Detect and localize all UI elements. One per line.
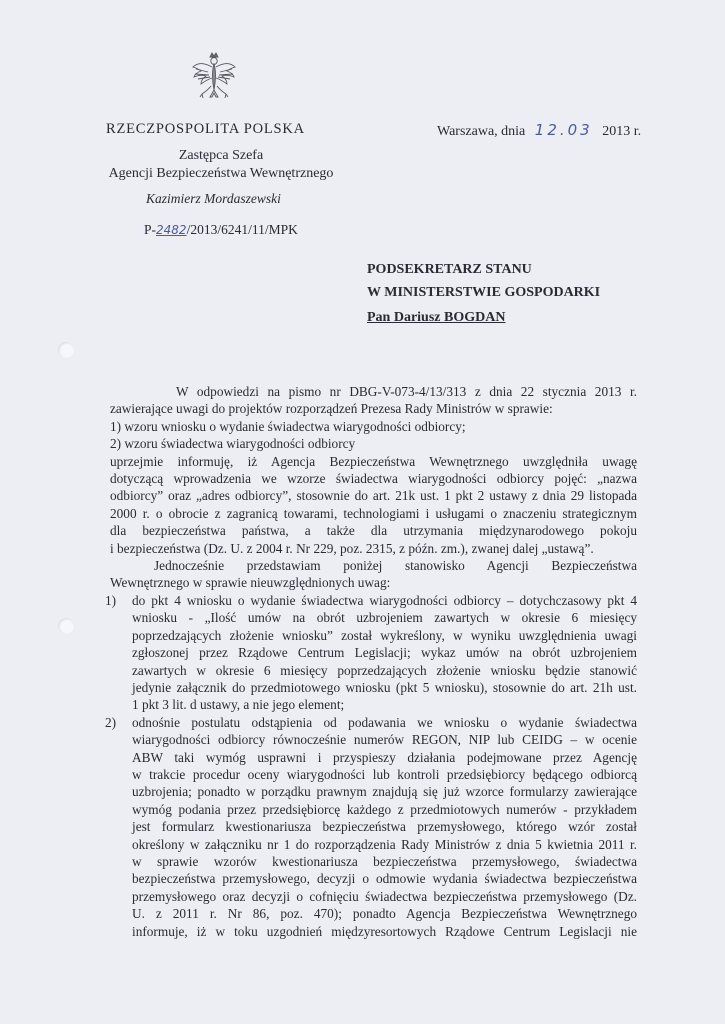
body-line: zawartych w okresie 6 miesięcy poprzedzających złożenie wniosku będzie stanowić	[132, 662, 637, 678]
place-date	[437, 121, 641, 140]
punch-hole	[58, 618, 74, 634]
ref-handwritten: 2482	[156, 223, 187, 237]
sender-name: Kazimierz Mordaszewski	[146, 191, 281, 206]
sender-role-line1: Zastępca Szefa	[178, 148, 264, 163]
body-line: i bezpieczeństwa (Dz. U. z 2004 r. Nr 229, poz. 2315, z późn. zm.), zwanej dalej „ustawą”.	[110, 540, 594, 556]
body-line: 1) wzoru wniosku o wydanie świadectwa wiarygodności odbiorcy;	[110, 418, 466, 434]
handwritten-date: 12.03	[534, 121, 593, 139]
place-label: Warszawa, dnia	[437, 124, 526, 139]
body-line: 1 pkt 3 lit. d ustawy, a nie jego element;	[132, 697, 345, 713]
reference-number	[144, 222, 298, 238]
body-line: odnośnie postulatu odstąpienia od podawania we wniosku o wydanie świadectwa	[132, 714, 637, 730]
body-line: dotyczącą wprowadzenia we wzorze świadectwa wiarygodności odbiorcy pojęć: „nazwa	[110, 471, 637, 487]
sender-role-line2: Agencji Bezpieczeństwa Wewnętrznego	[108, 166, 334, 181]
recipient-line3: Pan Dariusz BOGDAN	[367, 310, 506, 325]
polish-eagle-emblem-icon	[190, 50, 238, 104]
body-line: Wewnętrznego w sprawie nieuwzględnionych uwag:	[110, 575, 391, 591]
sender-role	[96, 147, 346, 183]
body-line: w trakcie procedur oceny wiarygodności lub kontroli przedsiębiorcy będącego odbiorcą	[132, 766, 637, 782]
body-line: zawierające uwagi do projektów rozporządzeń Prezesa Rady Ministrów w sprawie:	[110, 401, 553, 417]
list-item-number: 1)	[105, 592, 117, 608]
body-line: zgłoszonej przez Rządowe Centrum Legislacji; wykaz umów na obrót uzbrojeniem	[132, 645, 637, 661]
body-line: określony w załączniku nr 1 do rozporządzenia Rady Ministrów z dnia 5 kwietnia 2011 r.	[132, 836, 637, 852]
list-item-number: 2)	[105, 714, 117, 730]
list-item	[105, 714, 637, 940]
recipient-line1: PODSEKRETARZ STANU	[367, 262, 532, 277]
body-line: uprzejmie informuję, iż Agencja Bezpieczeństwa Wewnętrznego uwzględniła uwagę	[110, 453, 637, 469]
body-line: ABW taki wymóg usprawni i przyspieszy działania podejmowane przez Agencję	[132, 749, 637, 765]
body-line: wiarygodności odbiorcy równocześnie numerów REGON, NIP lub CEIDG – w ocenie	[132, 732, 637, 748]
body-line: poprzedzających złożenie wniosku” został wykreślony, w wyniku uwzględnienia uwagi	[132, 627, 637, 643]
body-line: bezpieczeństwa przemysłowego, decyzji o odmowie wydania świadectwa bezpieczeństwa	[132, 871, 637, 887]
body-line: jedynie załącznik do przedmiotowego wniosku (pkt 5 wniosku), stosownie do art. 21h ust.	[132, 679, 637, 695]
body-line: uzbrojenia; ponadto w porządku prawnym znajdują się już wzorce formularzy zawierające	[132, 784, 637, 800]
ref-suffix: /2013/6241/11/MPK	[186, 222, 298, 237]
letter-body	[105, 383, 637, 940]
body-line: wymóg podania przez przedsiębiorcę każdego z przedmiotowych numerów - przykładem	[132, 801, 637, 817]
body-line: U. z 2011 r. Nr 86, poz. 470); ponadto Agencja Bezpieczeństwa Wewnętrznego	[132, 906, 637, 922]
body-line: Jednocześnie przedstawiam poniżej stanowisko Agencji Bezpieczeństwa	[154, 558, 637, 574]
body-line: 2) wzoru świadectwa wiarygodności odbiorcy	[110, 436, 356, 452]
body-line: W odpowiedzi na pismo nr DBG-V-073-4/13/313 z dnia 22 stycznia 2013 r.	[176, 384, 637, 399]
body-line: dla bezpieczeństwa państwa, a także dla utrzymania międzynarodowego pokoju	[110, 523, 637, 539]
recipient-line2: W MINISTERSTWIE GOSPODARKI	[367, 285, 601, 300]
body-line: wniosku - „Ilość umów na obrót uzbrojeniem zawartych w okresie 6 miesięcy	[132, 610, 637, 626]
body-line: informuje, iż w toku uzgodnień międzyresortowych Rządowe Centrum Legislacji nie	[132, 923, 637, 939]
body-line: w sprawie wzorów kwestionariusza bezpieczeństwa przemysłowego, świadectwa	[132, 853, 637, 869]
ref-prefix: P-	[144, 222, 157, 237]
list-item	[105, 592, 637, 714]
body-line: jest formularz kwestionariusza bezpieczeństwa przemysłowego, którego wzór został	[132, 819, 637, 835]
body-line: przemysłowego oraz decyzji o cofnięciu świadectwa bezpieczeństwa przemysłowego (Dz.	[132, 888, 637, 904]
punch-hole	[58, 342, 74, 358]
country-title: RZECZPOSPOLITA POLSKA	[106, 121, 305, 137]
year-label: 2013 r.	[602, 124, 642, 139]
body-line: 2000 r. o obrocie z zagranicą towarami, technologiami i usługami o znaczeniu strategicznym	[110, 505, 637, 521]
body-line: do pkt 4 wniosku o wydanie świadectwa wiarygodności odbiorcy – dotychczasowy pkt 4	[132, 592, 637, 608]
body-line: odbiorcy” oraz „adres odbiorcy”, stosownie do art. 21k ust. 1 pkt 2 ustawy z dnia 29 listopada	[110, 488, 637, 504]
